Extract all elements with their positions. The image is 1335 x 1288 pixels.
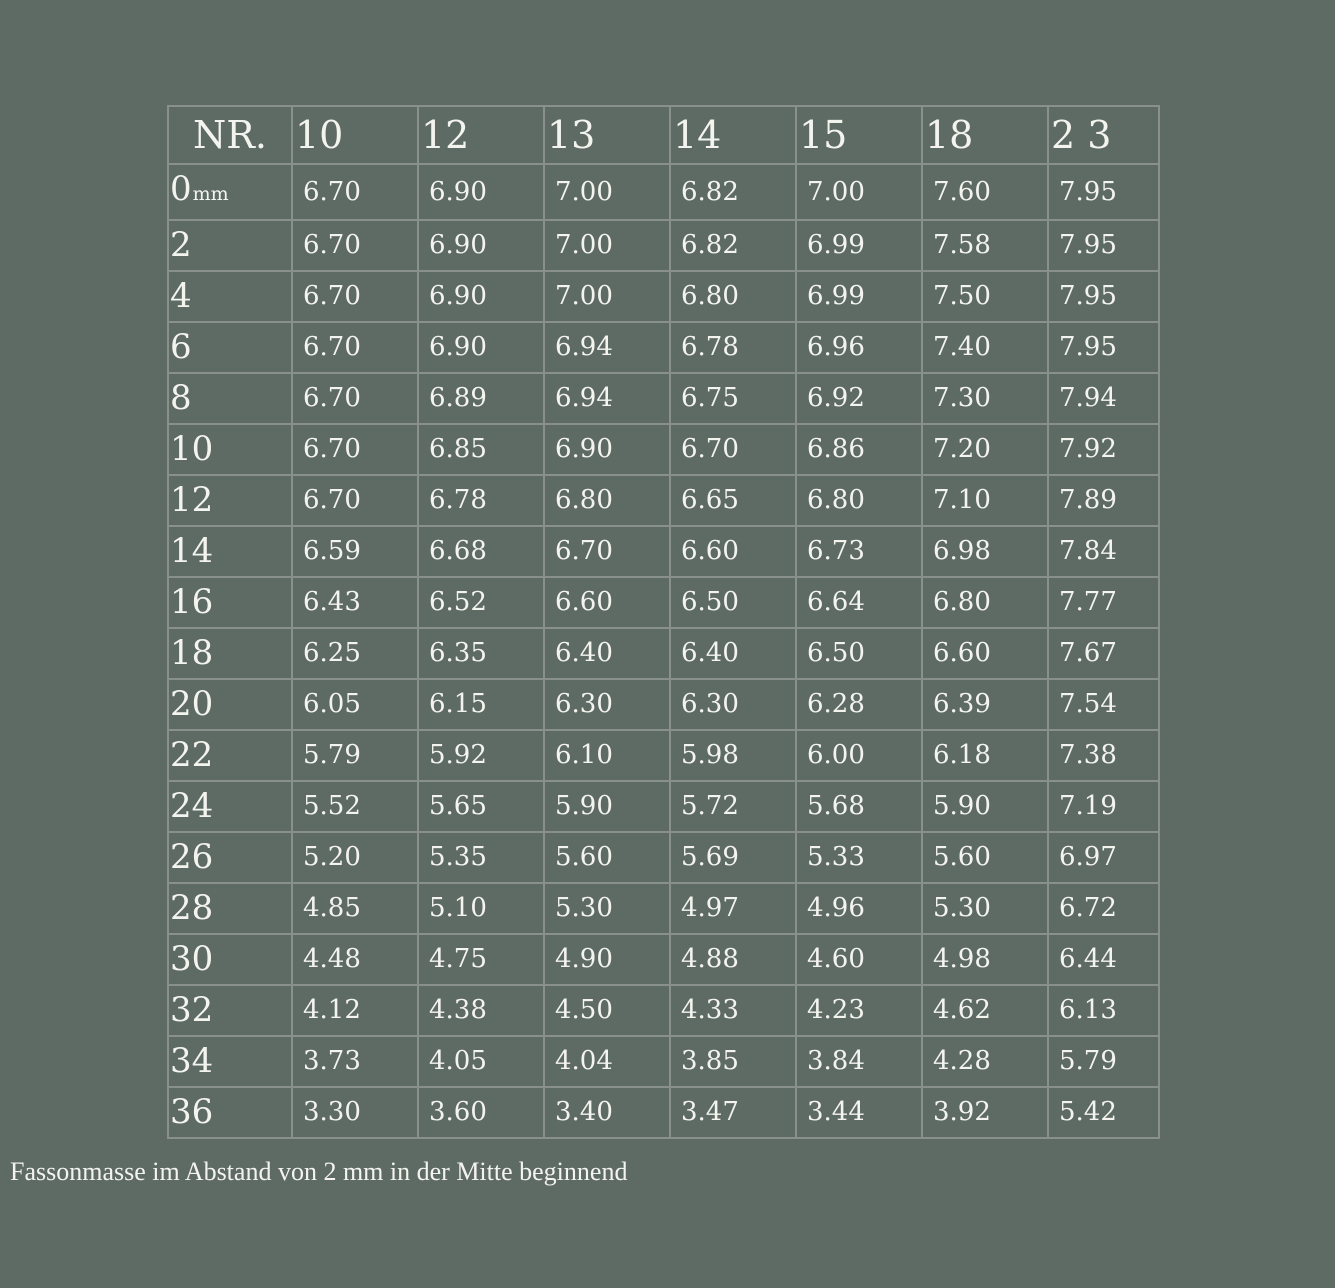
value-cell: 6.78 [418,475,544,526]
table-row [168,373,1159,424]
table-row [168,164,1159,220]
value-cell: 6.60 [544,577,670,628]
value-cell: 6.99 [796,271,922,322]
value-cell: 5.35 [418,832,544,883]
value-cell: 5.69 [670,832,796,883]
value-cell: 6.73 [796,526,922,577]
value-cell: 4.28 [922,1036,1048,1087]
value-cell: 5.68 [796,781,922,832]
unit-label: mm [192,183,229,205]
row-label-cell [168,322,292,373]
row-label-cell [168,424,292,475]
value-cell: 7.20 [922,424,1048,475]
value-cell: 7.77 [1048,577,1159,628]
value-cell: 5.42 [1048,1087,1159,1138]
row-label: 24 [170,786,214,826]
table-row [168,628,1159,679]
value-cell: 6.70 [292,322,418,373]
value-cell: 4.88 [670,934,796,985]
value-cell: 6.70 [544,526,670,577]
header-cell: 2 3 [1048,106,1159,164]
value-cell: 7.10 [922,475,1048,526]
row-label-cell [168,164,292,220]
fasson-size-table [167,105,1160,1139]
value-cell: 7.54 [1048,679,1159,730]
value-cell: 6.70 [292,164,418,220]
header-cell: 18 [922,106,1048,164]
value-cell: 5.79 [1048,1036,1159,1087]
value-cell: 6.64 [796,577,922,628]
table-row [168,1087,1159,1138]
header-cell: 14 [670,106,796,164]
value-cell: 4.90 [544,934,670,985]
value-cell: 4.62 [922,985,1048,1036]
value-cell: 3.47 [670,1087,796,1138]
row-label: 20 [170,684,214,724]
value-cell: 6.99 [796,220,922,271]
value-cell: 6.70 [292,475,418,526]
table-row [168,1036,1159,1087]
row-label: 32 [170,990,214,1030]
row-label-cell [168,1087,292,1138]
value-cell: 5.60 [922,832,1048,883]
value-cell: 6.70 [292,271,418,322]
row-label-cell [168,628,292,679]
value-cell: 3.44 [796,1087,922,1138]
table-row [168,679,1159,730]
value-cell: 4.75 [418,934,544,985]
row-label: 8 [170,378,192,418]
table-body [168,164,1159,1138]
value-cell: 7.95 [1048,164,1159,220]
row-label-cell [168,526,292,577]
value-cell: 4.05 [418,1036,544,1087]
value-cell: 6.05 [292,679,418,730]
value-cell: 4.50 [544,985,670,1036]
value-cell: 3.84 [796,1036,922,1087]
value-cell: 3.40 [544,1087,670,1138]
value-cell: 6.90 [418,271,544,322]
row-label: 0 [170,169,192,209]
value-cell: 6.78 [670,322,796,373]
row-label: 28 [170,888,214,928]
header-cell: 10 [292,106,418,164]
value-cell: 5.98 [670,730,796,781]
value-cell: 6.85 [418,424,544,475]
header-cell: 15 [796,106,922,164]
value-cell: 7.00 [796,164,922,220]
row-label-cell [168,271,292,322]
row-label: 4 [170,276,192,316]
value-cell: 6.92 [796,373,922,424]
value-cell: 7.92 [1048,424,1159,475]
value-cell: 3.85 [670,1036,796,1087]
value-cell: 3.30 [292,1087,418,1138]
value-cell: 6.70 [292,424,418,475]
value-cell: 7.38 [1048,730,1159,781]
value-cell: 4.85 [292,883,418,934]
row-label-cell [168,985,292,1036]
table-row [168,883,1159,934]
table-row [168,322,1159,373]
value-cell: 6.97 [1048,832,1159,883]
table-caption: Fassonmasse im Abstand von 2 mm in der Mitte beginnend [10,1157,628,1186]
row-label: 6 [170,327,192,367]
value-cell: 7.50 [922,271,1048,322]
row-label: 16 [170,582,214,622]
value-cell: 6.86 [796,424,922,475]
row-label: 12 [170,480,214,520]
value-cell: 5.90 [922,781,1048,832]
value-cell: 6.90 [418,220,544,271]
value-cell: 4.60 [796,934,922,985]
value-cell: 4.38 [418,985,544,1036]
table-header-row [168,106,1159,164]
row-label: 18 [170,633,214,673]
table-row [168,577,1159,628]
value-cell: 4.48 [292,934,418,985]
value-cell: 6.82 [670,164,796,220]
value-cell: 7.30 [922,373,1048,424]
header-cell-nr: NR. [168,106,292,164]
value-cell: 6.00 [796,730,922,781]
value-cell: 3.92 [922,1087,1048,1138]
value-cell: 6.80 [670,271,796,322]
value-cell: 6.50 [670,577,796,628]
value-cell: 6.94 [544,373,670,424]
table-row [168,526,1159,577]
row-label: 30 [170,939,214,979]
value-cell: 7.95 [1048,322,1159,373]
value-cell: 6.96 [796,322,922,373]
value-cell: 6.60 [922,628,1048,679]
value-cell: 5.10 [418,883,544,934]
value-cell: 6.80 [796,475,922,526]
value-cell: 6.50 [796,628,922,679]
value-cell: 6.60 [670,526,796,577]
value-cell: 4.96 [796,883,922,934]
value-cell: 6.98 [922,526,1048,577]
row-label: 22 [170,735,214,775]
value-cell: 7.60 [922,164,1048,220]
row-label: 26 [170,837,214,877]
value-cell: 5.30 [544,883,670,934]
row-label-cell [168,730,292,781]
row-label: 10 [170,429,214,469]
row-label: 14 [170,531,214,571]
value-cell: 4.98 [922,934,1048,985]
row-label-cell [168,934,292,985]
value-cell: 4.12 [292,985,418,1036]
value-cell: 4.23 [796,985,922,1036]
value-cell: 5.30 [922,883,1048,934]
value-cell: 6.13 [1048,985,1159,1036]
value-cell: 7.67 [1048,628,1159,679]
value-cell: 6.90 [544,424,670,475]
value-cell: 6.65 [670,475,796,526]
value-cell: 7.95 [1048,271,1159,322]
value-cell: 7.19 [1048,781,1159,832]
table-row [168,781,1159,832]
value-cell: 7.94 [1048,373,1159,424]
table-row [168,832,1159,883]
table-row [168,934,1159,985]
value-cell: 5.52 [292,781,418,832]
row-label-cell [168,220,292,271]
value-cell: 6.94 [544,322,670,373]
table-row [168,475,1159,526]
value-cell: 7.40 [922,322,1048,373]
row-label-cell [168,679,292,730]
value-cell: 5.65 [418,781,544,832]
value-cell: 7.89 [1048,475,1159,526]
row-label-cell [168,475,292,526]
value-cell: 7.84 [1048,526,1159,577]
value-cell: 6.40 [670,628,796,679]
value-cell: 6.30 [544,679,670,730]
table-row [168,220,1159,271]
value-cell: 6.59 [292,526,418,577]
value-cell: 6.39 [922,679,1048,730]
value-cell: 6.72 [1048,883,1159,934]
value-cell: 6.18 [922,730,1048,781]
value-cell: 6.70 [292,220,418,271]
row-label: 2 [170,225,192,265]
table-row [168,424,1159,475]
value-cell: 7.00 [544,220,670,271]
value-cell: 6.80 [922,577,1048,628]
row-label: 34 [170,1041,214,1081]
value-cell: 6.52 [418,577,544,628]
value-cell: 6.89 [418,373,544,424]
value-cell: 5.60 [544,832,670,883]
value-cell: 7.95 [1048,220,1159,271]
row-label-cell [168,373,292,424]
value-cell: 6.30 [670,679,796,730]
row-label-cell [168,1036,292,1087]
value-cell: 4.04 [544,1036,670,1087]
table-row [168,985,1159,1036]
value-cell: 6.70 [670,424,796,475]
value-cell: 6.75 [670,373,796,424]
row-label-cell [168,832,292,883]
value-cell: 6.82 [670,220,796,271]
value-cell: 6.90 [418,164,544,220]
value-cell: 7.58 [922,220,1048,271]
row-label-cell [168,577,292,628]
row-label-cell [168,781,292,832]
row-label: 36 [170,1092,214,1132]
value-cell: 6.90 [418,322,544,373]
value-cell: 4.33 [670,985,796,1036]
value-cell: 7.00 [544,164,670,220]
value-cell: 4.97 [670,883,796,934]
value-cell: 5.20 [292,832,418,883]
table-row [168,730,1159,781]
table-row [168,271,1159,322]
value-cell: 6.44 [1048,934,1159,985]
header-cell: 13 [544,106,670,164]
value-cell: 6.43 [292,577,418,628]
value-cell: 5.90 [544,781,670,832]
value-cell: 3.73 [292,1036,418,1087]
value-cell: 6.68 [418,526,544,577]
row-label-cell [168,883,292,934]
value-cell: 5.72 [670,781,796,832]
value-cell: 6.28 [796,679,922,730]
value-cell: 3.60 [418,1087,544,1138]
value-cell: 6.80 [544,475,670,526]
value-cell: 5.33 [796,832,922,883]
value-cell: 6.35 [418,628,544,679]
value-cell: 7.00 [544,271,670,322]
value-cell: 6.25 [292,628,418,679]
value-cell: 5.79 [292,730,418,781]
value-cell: 5.92 [418,730,544,781]
header-cell: 12 [418,106,544,164]
value-cell: 6.15 [418,679,544,730]
value-cell: 6.70 [292,373,418,424]
value-cell: 6.40 [544,628,670,679]
value-cell: 6.10 [544,730,670,781]
